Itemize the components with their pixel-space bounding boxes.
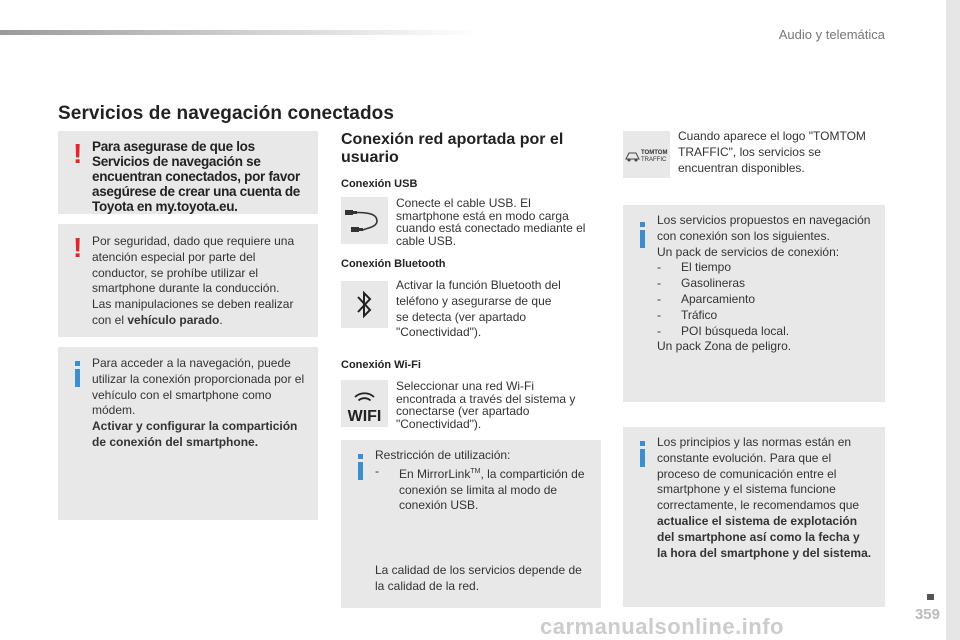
header-bar <box>0 30 480 35</box>
page-marker <box>927 594 934 600</box>
safety-warning-text: Por seguridad, dado que requiere una atención especial por parte del conductor, se prohíbe utilizar el smartphone durante la conducción. Las manipulaciones se deben realizar con el vehículo parado. <box>92 234 295 327</box>
info-box-restriction <box>341 440 601 608</box>
info-icon <box>640 222 645 248</box>
list-item: - Aparcamiento <box>657 291 756 306</box>
wifi-icon-label: WIFI <box>347 408 382 425</box>
quality-note: La calidad de los servicios depende de la calidad de la red. <box>375 563 582 593</box>
tomtom-logo-line2: TRAFFIC <box>641 157 667 163</box>
page-title: Servicios de navegación conectados <box>58 103 395 124</box>
restriction-list <box>375 464 593 514</box>
bluetooth-icon-box <box>341 281 388 328</box>
warning-box-account <box>58 131 318 214</box>
usb-text: Conecte el cable USB. El smartphone está en modo carga cuando está conectado mediante el cable USB. <box>396 196 586 248</box>
warning-icon: ! <box>73 232 83 263</box>
principles-text: Los principios y las normas están en constante evolución. Para que el proceso de comunicación entre el smartphone y el sistema funcione correctamente, le recomendamos que actualice el sistema de explotación del smartphone así como la fecha y la hora del smartphone y del sistema. <box>657 435 872 560</box>
list-item: - POI búsqueda local. <box>657 323 790 338</box>
wifi-icon <box>341 380 388 427</box>
modem-info-text: Para acceder a la navegación, puede utilizar la conexión proporcionada por el vehículo con el smartphone como módem. Activar y configurar la compartición de conexión del smartphone. <box>92 356 305 449</box>
info-box-services <box>623 205 885 402</box>
warning-icon: ! <box>73 138 83 169</box>
info-icon <box>640 441 645 467</box>
bluetooth-icon <box>341 281 388 328</box>
list-item: - El tiempo <box>657 260 732 275</box>
list-item: - Gasolineras <box>657 276 746 291</box>
info-box-modem <box>58 347 318 520</box>
warning-box-safety <box>58 224 318 337</box>
restriction-text: Restricción de utilización: - En MirrorLink™, la compartición de conexión se limita al modo de conexión USB. <box>375 448 593 514</box>
services-list <box>657 260 872 339</box>
list-item: - Tráfico <box>657 307 718 322</box>
wifi-heading: Conexión Wi-Fi <box>341 359 421 371</box>
usb-heading: Conexión USB <box>341 178 418 190</box>
tomtom-logo-line1: TOMTOM <box>641 150 668 156</box>
bluetooth-text: Activar la función Bluetooth del teléfono y asegurarse de que se detecta (ver apartado "Conectividad"). <box>396 278 561 340</box>
watermark: carmanualsonline.info <box>540 614 784 639</box>
tomtom-logo-box <box>623 131 670 178</box>
wifi-text: Seleccionar una red Wi-Fi encontrada a través del sistema y conectarse (ver apartado "Conectividad"). <box>396 379 576 431</box>
account-warning-text: Para asegurase de que los Servicios de navegación se encuentran conectados, por favor asegúrese de crear una cuenta de Toyota en my.toyota.eu. <box>92 139 301 214</box>
user-network-heading: Conexión red aportada por el usuario <box>341 131 564 166</box>
tomtom-traffic-icon <box>623 131 670 178</box>
bluetooth-heading: Conexión Bluetooth <box>341 258 446 270</box>
section-name: Audio y telemática <box>778 27 885 42</box>
list-item: - En MirrorLink™, la compartición de conexión se limita al modo de conexión USB. <box>375 463 585 513</box>
usb-icon-box <box>341 197 388 244</box>
tomtom-text: Cuando aparece el logo "TOMTOM TRAFFIC", los servicios se encuentran disponibles. <box>678 129 866 175</box>
info-icon <box>358 454 363 480</box>
info-box-principles <box>623 427 885 607</box>
info-icon <box>75 361 80 387</box>
wifi-icon-box <box>341 380 388 427</box>
page-number: 359 <box>914 606 940 623</box>
usb-cable-icon <box>341 197 388 244</box>
services-text: Los servicios propuestos en navegación con conexión son los siguientes. Un pack de servicios de conexión: - El tiempo - Gasolineras - Aparcamiento - Tráfico - POI búsqueda local. Un pack Zona de peligro. <box>657 213 871 354</box>
page-edge-strip <box>946 0 960 640</box>
